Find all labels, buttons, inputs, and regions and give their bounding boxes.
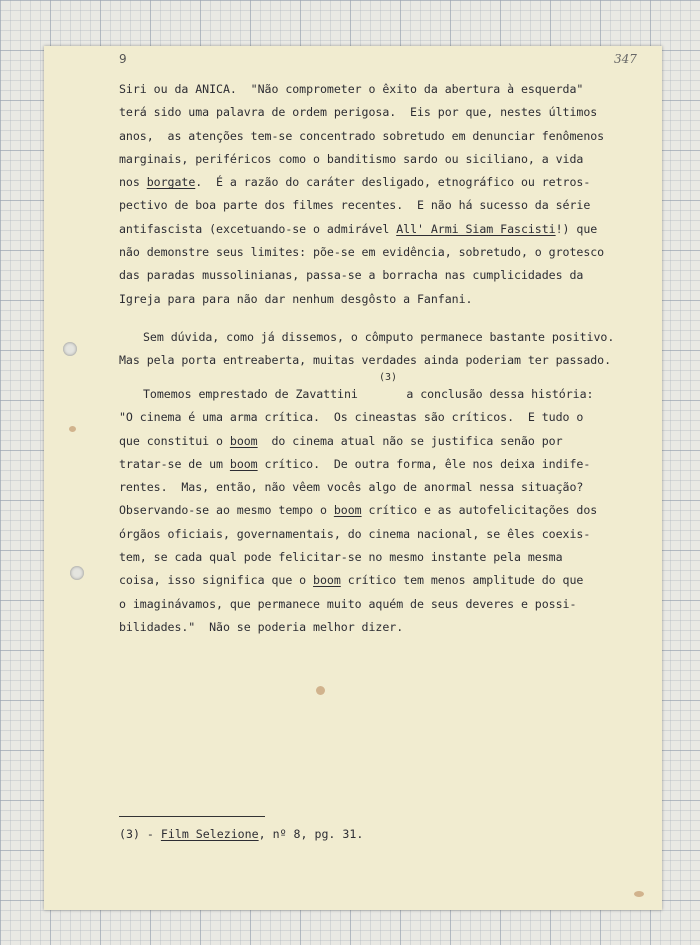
text-line bbox=[119, 326, 649, 349]
text-line bbox=[119, 171, 649, 194]
paragraph-3 bbox=[119, 383, 649, 639]
text-line bbox=[119, 476, 649, 499]
text-line bbox=[119, 148, 649, 171]
text-run: Siri ou da ANICA. "Não comprometer o êxito da abertura à esquerda" bbox=[119, 82, 584, 96]
text-run: do cinema atual não se justifica senão por bbox=[257, 433, 563, 448]
text-run: Mas pela porta entreaberta, muitas verdades ainda poderiam ter passado. bbox=[119, 353, 612, 368]
underlined-term: Film Selezione bbox=[160, 827, 259, 841]
punch-hole bbox=[70, 566, 84, 580]
text-run: antifascista (excetuando-se o admirável bbox=[119, 221, 397, 236]
text-run: Observando-se ao mesmo tempo o bbox=[119, 503, 334, 518]
text-run: (3) - bbox=[119, 827, 161, 841]
punch-hole bbox=[63, 342, 77, 356]
text-run: das paradas mussolinianas, passa-se a borracha nas cumplicidades da bbox=[119, 268, 584, 283]
text-run: Tomemos emprestado de Zavattini a conclusão dessa história: bbox=[143, 387, 594, 401]
text-line bbox=[119, 264, 649, 287]
underlined-term: boom bbox=[229, 456, 258, 471]
underlined-term: boom bbox=[229, 433, 258, 448]
text-run: crítico e as autofelicitações dos bbox=[361, 503, 598, 518]
stain-spot bbox=[69, 426, 76, 432]
text-run: bilidades." Não se poderia melhor dizer. bbox=[119, 619, 404, 634]
page-number: 9 bbox=[119, 52, 127, 66]
text-run: . É a razão do caráter desligado, etnográfico ou retros- bbox=[195, 175, 591, 190]
underlined-term: boom bbox=[313, 573, 341, 588]
text-line bbox=[119, 349, 649, 372]
text-run: Igreja para para não dar nenhum desgôsto a Fanfani. bbox=[119, 291, 473, 306]
footnote-divider bbox=[119, 816, 265, 817]
underlined-term: All' Armi Siam Fascisti bbox=[396, 221, 556, 236]
stain-spot bbox=[634, 891, 644, 897]
text-run: pectivo de boa parte dos filmes recentes. E não há sucesso da série bbox=[119, 198, 591, 213]
text-line bbox=[119, 453, 649, 476]
text-run: anos, as atenções tem-se concentrado sobretudo em denunciar fenômenos bbox=[119, 128, 605, 143]
text-run: tratar-se de um bbox=[119, 456, 230, 471]
underlined-term: borgate bbox=[146, 175, 196, 190]
text-run: não demonstre seus limites: põe-se em evidência, sobretudo, o grotesco bbox=[119, 245, 605, 260]
text-run: coisa, isso significa que o bbox=[119, 573, 314, 588]
text-line bbox=[119, 569, 649, 592]
text-line bbox=[119, 499, 649, 522]
text-line bbox=[119, 101, 649, 124]
text-line bbox=[119, 616, 649, 639]
text-run: Sem dúvida, como já dissemos, o cômputo permanece bastante positivo. bbox=[143, 330, 615, 344]
archive-number: 347 bbox=[614, 52, 637, 66]
text-line bbox=[119, 218, 649, 241]
text-line bbox=[119, 383, 649, 406]
text-run: "O cinema é uma arma crítica. Os cineastas são críticos. E tudo o bbox=[119, 410, 584, 425]
footnote bbox=[119, 823, 363, 846]
text-line bbox=[119, 241, 649, 264]
text-run: órgãos oficiais, governamentais, do cinema nacional, se êles coexis- bbox=[119, 526, 591, 541]
text-line bbox=[119, 288, 649, 311]
text-run: rentes. Mas, então, não vêem vocês algo de anormal nessa situação? bbox=[119, 480, 584, 495]
text-line bbox=[119, 406, 649, 429]
underlined-term: boom bbox=[333, 503, 362, 518]
text-run: tem, se cada qual pode felicitar-se no mesmo instante pela mesma bbox=[119, 550, 563, 565]
text-line bbox=[119, 430, 649, 453]
text-run: crítico tem menos amplitude do que bbox=[340, 573, 584, 588]
text-run: crítico. De outra forma, êle nos deixa indife- bbox=[257, 456, 591, 471]
text-run: , nº 8, pg. 31. bbox=[258, 827, 364, 841]
typewritten-page bbox=[44, 46, 662, 910]
text-run: nos bbox=[119, 175, 147, 190]
stain-spot bbox=[316, 686, 325, 695]
text-run: !) que bbox=[555, 221, 598, 236]
text-line bbox=[119, 125, 649, 148]
text-line bbox=[119, 593, 649, 616]
text-line bbox=[119, 523, 649, 546]
paragraph-2 bbox=[119, 326, 649, 373]
text-line bbox=[119, 546, 649, 569]
text-run: terá sido uma palavra de ordem perigosa. Eis por que, nestes últimos bbox=[119, 105, 598, 120]
footnote-reference: (3) bbox=[379, 372, 398, 383]
paragraph-1 bbox=[119, 78, 649, 311]
text-line bbox=[119, 78, 649, 101]
text-run: que constitui o bbox=[119, 433, 230, 448]
text-line bbox=[119, 194, 649, 217]
text-run: o imaginávamos, que permanece muito aquém de seus deveres e possi- bbox=[119, 596, 577, 611]
text-run: marginais, periféricos como o banditismo sardo ou siciliano, a vida bbox=[119, 151, 584, 166]
